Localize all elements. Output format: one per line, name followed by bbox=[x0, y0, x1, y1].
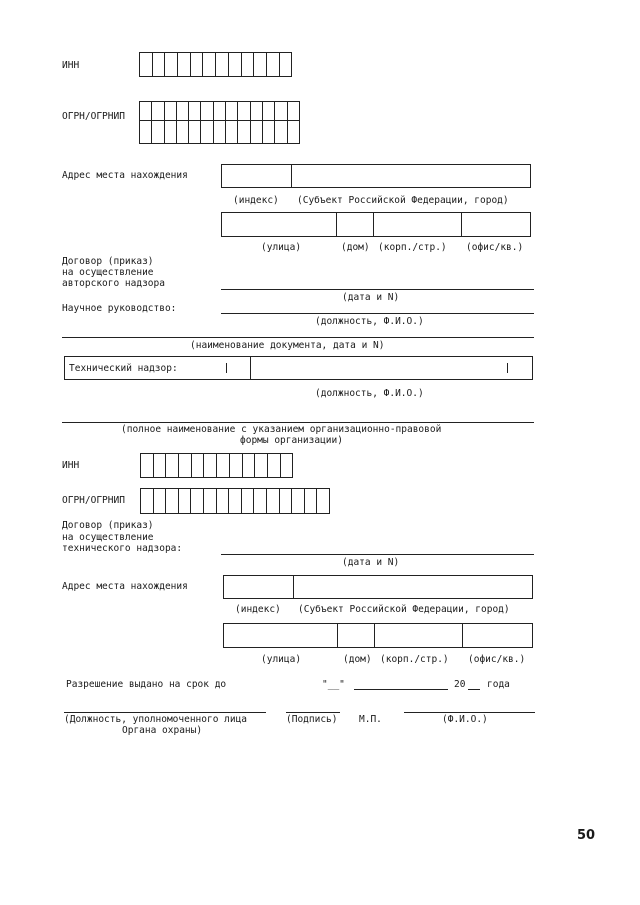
char-cell[interactable] bbox=[214, 102, 226, 121]
cap-index-1: (индекс) bbox=[233, 195, 279, 206]
char-cell[interactable] bbox=[255, 453, 268, 478]
address-label-2: Адрес места нахождения bbox=[62, 581, 188, 592]
inn-label-1: ИНН bbox=[62, 60, 80, 71]
char-cell[interactable] bbox=[141, 453, 154, 478]
char-cell[interactable] bbox=[251, 102, 263, 121]
char-cell[interactable] bbox=[305, 488, 318, 514]
char-cell[interactable] bbox=[243, 453, 256, 478]
char-cell[interactable] bbox=[280, 488, 293, 514]
cap-house-1: (дом) bbox=[341, 242, 370, 253]
cap-house-2: (дом) bbox=[343, 654, 372, 665]
char-cell[interactable] bbox=[166, 453, 179, 478]
char-cell[interactable] bbox=[179, 488, 192, 514]
address-index-box-2[interactable] bbox=[223, 575, 533, 599]
cap-position-1: (должность, Ф.И.О.) bbox=[315, 316, 424, 327]
char-cell[interactable] bbox=[229, 488, 242, 514]
char-cell[interactable] bbox=[152, 102, 164, 121]
char-cell[interactable] bbox=[154, 453, 167, 478]
char-cell[interactable] bbox=[141, 488, 154, 514]
cap-subject-1: (Субъект Российской Федерации, город) bbox=[297, 195, 509, 206]
contract-label-1b: на осуществление bbox=[62, 267, 154, 278]
char-cell[interactable] bbox=[216, 52, 229, 77]
permit-label: Разрешение выдано на срок до bbox=[66, 679, 227, 690]
address-street-box-2[interactable] bbox=[223, 623, 533, 648]
char-cell[interactable] bbox=[263, 121, 275, 144]
stamp-label: М.П. bbox=[359, 714, 382, 725]
char-cell[interactable] bbox=[275, 121, 287, 144]
char-cell[interactable] bbox=[191, 52, 204, 77]
cap-fullname-b: формы организации) bbox=[240, 435, 343, 446]
permit-year-line[interactable] bbox=[468, 689, 480, 690]
cap-official-position-b: Органа охраны) bbox=[122, 725, 203, 736]
char-cell[interactable] bbox=[165, 52, 178, 77]
char-cell[interactable] bbox=[152, 121, 164, 144]
char-cell[interactable] bbox=[317, 488, 330, 514]
char-cell[interactable] bbox=[275, 102, 287, 121]
contract-label-1c: авторского надзора bbox=[62, 278, 165, 289]
char-cell[interactable] bbox=[192, 453, 205, 478]
char-cell[interactable] bbox=[230, 453, 243, 478]
address-street-box-1[interactable] bbox=[221, 212, 531, 237]
char-cell[interactable] bbox=[281, 453, 294, 478]
char-cell[interactable] bbox=[204, 453, 217, 478]
ogrn-grid-2[interactable] bbox=[140, 488, 330, 514]
cap-document: (наименование документа, дата и N) bbox=[190, 340, 385, 351]
char-cell[interactable] bbox=[254, 488, 267, 514]
char-cell[interactable] bbox=[242, 488, 255, 514]
char-cell[interactable] bbox=[191, 488, 204, 514]
contract-label-2c: технического надзора: bbox=[62, 543, 183, 554]
cap-date-2: (дата и N) bbox=[342, 557, 400, 568]
contract-label-2b: на осуществление bbox=[62, 532, 154, 543]
char-cell[interactable] bbox=[165, 121, 177, 144]
char-cell[interactable] bbox=[229, 52, 242, 77]
tech-label: Технический надзор: bbox=[69, 363, 178, 374]
scientific-label: Научное руководство: bbox=[62, 303, 177, 314]
char-cell[interactable] bbox=[226, 121, 238, 144]
char-cell[interactable] bbox=[153, 52, 166, 77]
char-cell[interactable] bbox=[268, 453, 281, 478]
cap-index-2: (индекс) bbox=[235, 604, 281, 615]
char-cell[interactable] bbox=[217, 453, 230, 478]
address-label-1: Адрес места нахождения bbox=[62, 170, 188, 181]
char-cell[interactable] bbox=[254, 52, 267, 77]
char-cell[interactable] bbox=[217, 488, 230, 514]
permit-day[interactable]: "__" bbox=[322, 679, 345, 690]
char-cell[interactable] bbox=[177, 102, 189, 121]
char-cell[interactable] bbox=[292, 488, 305, 514]
document-line[interactable] bbox=[62, 337, 534, 338]
permit-year-suffix: года bbox=[487, 679, 510, 690]
char-cell[interactable] bbox=[201, 121, 213, 144]
cap-date-1: (дата и N) bbox=[342, 292, 400, 303]
contract-line-1[interactable] bbox=[221, 289, 534, 290]
char-cell[interactable] bbox=[214, 121, 226, 144]
address-index-box-1[interactable] bbox=[221, 164, 531, 188]
char-cell[interactable] bbox=[201, 102, 213, 121]
permit-century: 20 bbox=[454, 679, 466, 690]
char-cell[interactable] bbox=[203, 52, 216, 77]
char-cell[interactable] bbox=[288, 102, 300, 121]
cap-street-1: (улица) bbox=[261, 242, 302, 253]
fio-line[interactable] bbox=[404, 712, 535, 713]
char-cell[interactable] bbox=[165, 102, 177, 121]
inn-label-2: ИНН bbox=[62, 460, 80, 471]
char-cell[interactable] bbox=[251, 121, 263, 144]
org-name-line[interactable] bbox=[62, 422, 534, 423]
char-cell[interactable] bbox=[189, 121, 201, 144]
contract-line-2[interactable] bbox=[221, 554, 534, 555]
char-cell[interactable] bbox=[154, 488, 167, 514]
page-number: 50 bbox=[577, 828, 596, 843]
char-cell[interactable] bbox=[238, 102, 250, 121]
ogrn-label-2: ОГРН/ОГРНИП bbox=[62, 495, 125, 506]
inn-grid-2[interactable] bbox=[140, 453, 293, 478]
inn-grid-1[interactable] bbox=[139, 52, 292, 77]
cap-office-1: (офис/кв.) bbox=[466, 242, 524, 253]
cap-korp-1: (корп./стр.) bbox=[378, 242, 447, 253]
signature-line[interactable] bbox=[286, 712, 340, 713]
cap-office-2: (офис/кв.) bbox=[468, 654, 526, 665]
char-cell[interactable] bbox=[263, 102, 275, 121]
char-cell[interactable] bbox=[140, 102, 152, 121]
cap-korp-2: (корп./стр.) bbox=[380, 654, 449, 665]
ogrn-grid-1[interactable] bbox=[139, 101, 300, 144]
cap-street-2: (улица) bbox=[261, 654, 302, 665]
char-cell[interactable] bbox=[238, 121, 250, 144]
cap-position-2: (должность, Ф.И.О.) bbox=[315, 388, 424, 399]
char-cell[interactable] bbox=[288, 121, 300, 144]
char-cell[interactable] bbox=[242, 52, 255, 77]
char-cell[interactable] bbox=[267, 488, 280, 514]
cap-fullname-a: (полное наименование с указанием организационно-правовой bbox=[121, 424, 442, 435]
cap-subject-2: (Субъект Российской Федерации, город) bbox=[298, 604, 510, 615]
permit-month-line[interactable] bbox=[354, 689, 448, 690]
official-position-line[interactable] bbox=[64, 712, 266, 713]
char-cell[interactable] bbox=[280, 52, 293, 77]
char-cell[interactable] bbox=[179, 453, 192, 478]
char-cell[interactable] bbox=[267, 52, 280, 77]
char-cell[interactable] bbox=[140, 121, 152, 144]
ogrn-label-1: ОГРН/ОГРНИП bbox=[62, 111, 125, 122]
char-cell[interactable] bbox=[189, 102, 201, 121]
char-cell[interactable] bbox=[204, 488, 217, 514]
cap-official-position-a: (Должность, уполномоченного лица bbox=[64, 714, 248, 725]
cap-signature: (Подпись) bbox=[286, 714, 338, 725]
char-cell[interactable] bbox=[177, 121, 189, 144]
char-cell[interactable] bbox=[178, 52, 191, 77]
char-cell[interactable] bbox=[166, 488, 179, 514]
contract-label-2a: Договор (приказ) bbox=[62, 520, 154, 531]
cap-fio: (Ф.И.О.) bbox=[442, 714, 488, 725]
char-cell[interactable] bbox=[226, 102, 238, 121]
char-cell[interactable] bbox=[140, 52, 153, 77]
scientific-line[interactable] bbox=[221, 313, 534, 314]
contract-label-1a: Договор (приказ) bbox=[62, 256, 154, 267]
